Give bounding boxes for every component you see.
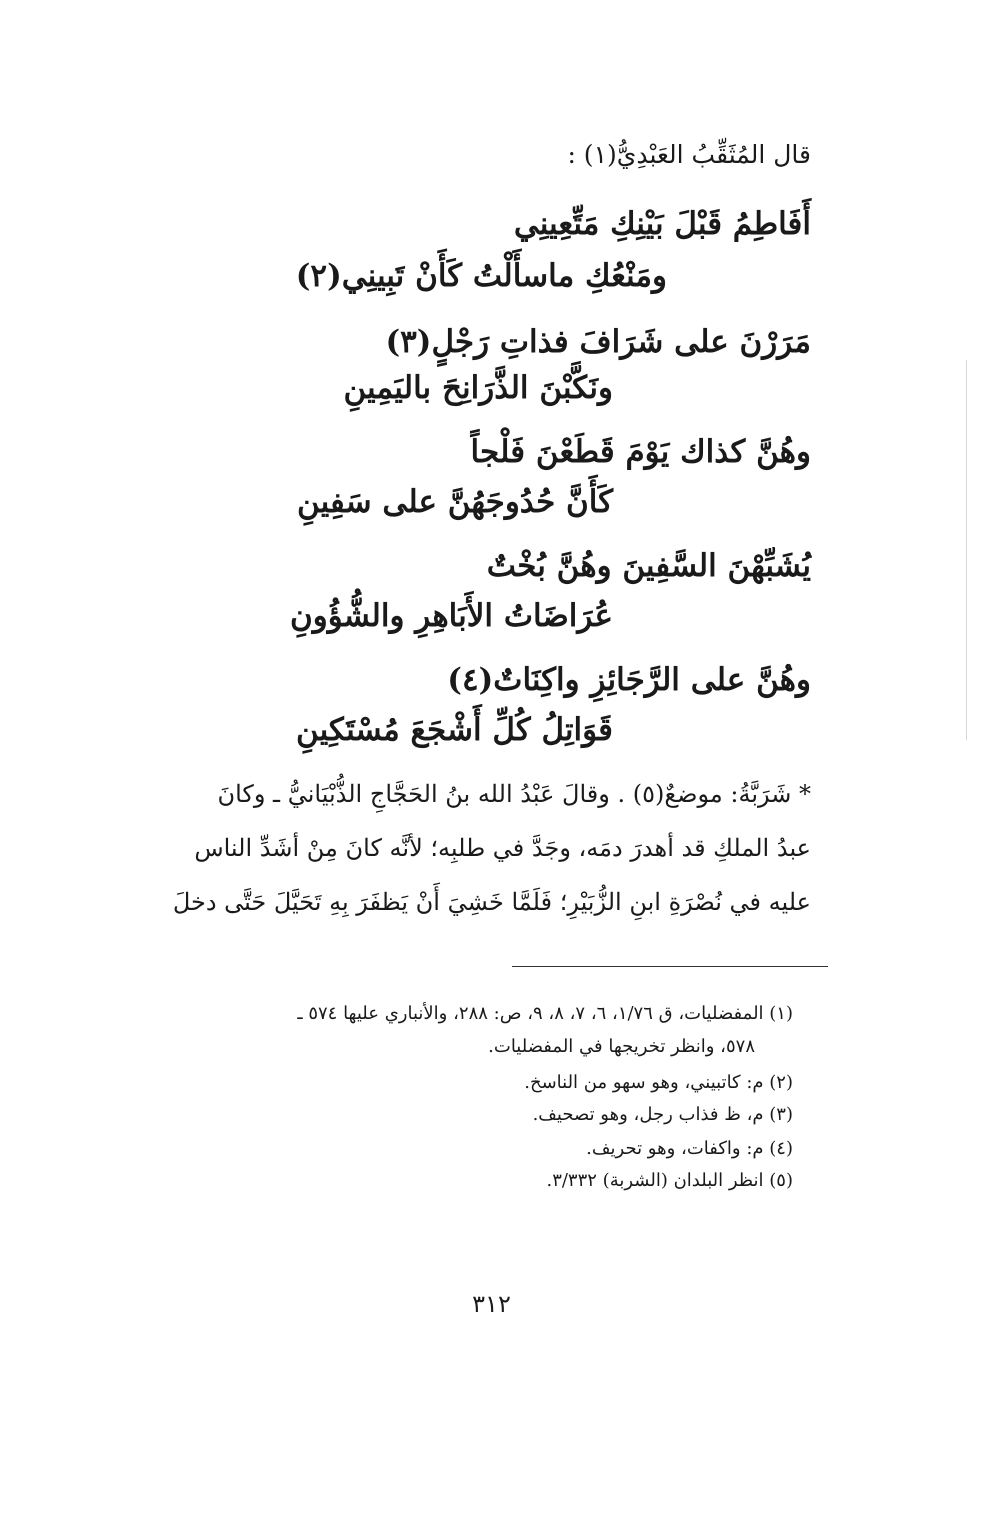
- footnote-line: (٢) م: كاتبيني، وهو سهو من الناسخ.: [524, 1072, 793, 1093]
- page-number: ٣١٢: [472, 1290, 511, 1318]
- verse-line: وهُنَّ كذاك يَوْمَ قَطَعْنَ فَلْجاً: [470, 434, 811, 470]
- verse-line: قَوَاتِلُ كُلِّ أَشْجَعَ مُسْتَكِينِ: [296, 712, 613, 748]
- footnote-line: (١) المفضليات، ق ١/٧٦، ٦، ٧، ٨، ٩، ص: ٢٨٨، والأنباري عليها ٥٧٤ ـ: [297, 1003, 793, 1024]
- footnote-line: (٤) م: واكفات، وهو تحريف.: [586, 1138, 793, 1159]
- verse-line: وهُنَّ على الرَّجَائِزِ واكِنَاتٌ(٤): [447, 662, 811, 698]
- scan-edge-line: [966, 360, 967, 740]
- verse-line: عُرَاضَاتُ الأَبَاهِرِ والشُّؤُونِ: [289, 598, 613, 634]
- verse-line: ونَكَّبْنَ الذَّرَانِحَ باليَمِينِ: [343, 370, 613, 406]
- verse-line: كَأَنَّ حُدُوجَهُنَّ على سَفِينِ: [296, 484, 613, 520]
- footnote-line: (٣) م، ظ فذاب رجل، وهو تصحيف.: [532, 1104, 793, 1125]
- verse-line: أَفَاطِمُ قَبْلَ بَيْنِكِ مَتِّعِينِي: [513, 206, 811, 242]
- intro-line: قال المُثَقِّبُ العَبْدِيُّ(١) :: [567, 140, 811, 169]
- verse-line: مَرَرْنَ على شَرَافَ فذاتِ رَجْلٍ(٣): [385, 324, 811, 360]
- footnote-line: (٥) انظر البلدان (الشربة) ٣/٣٣٢.: [546, 1170, 793, 1191]
- prose-line: * شَرَبَّةُ: موضعٌ(٥) . وقالَ عَبْدُ الله بنُ الحَجَّاجِ الذُّبْيَانيُّ ـ وكانَ: [217, 780, 811, 808]
- footnote-line: ٥٧٨، وانظر تخريجها في المفضليات.: [488, 1036, 755, 1057]
- verse-line: ومَنْعُكِ ماسأَلْتُ كَأَنْ تَبِينِي(٢): [295, 258, 667, 294]
- prose-line: عبدُ الملكِ قد أهدرَ دمَه، وجَدَّ في طلبِه؛ لأنَّه كانَ مِنْ أشَدِّ الناس: [194, 834, 811, 862]
- footnote-divider: [512, 966, 828, 967]
- verse-line: يُشَبِّهْنَ السَّفِينَ وهُنَّ بُخْتٌ: [486, 548, 811, 584]
- prose-line: عليه في نُصْرَةِ ابنِ الزُّبَيْرِ؛ فَلَمَّا خَشِيَ أَنْ يَظفَرَ بِهِ تَحَيَّلَ حَتَّى دخلَ: [172, 888, 811, 916]
